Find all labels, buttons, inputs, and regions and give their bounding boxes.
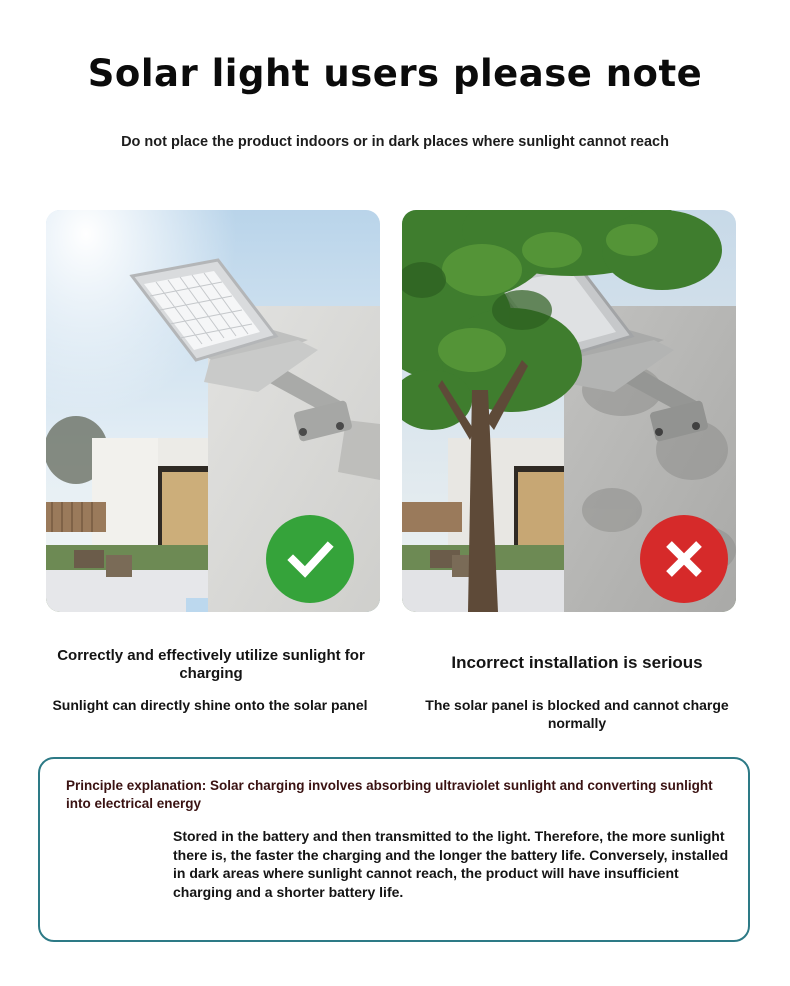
principle-lead-text: Principle explanation: Solar charging involves absorbing ultraviolet sunlight and converting sunlight into electrical energy <box>66 778 713 811</box>
principle-body-text: Stored in the battery and then transmitted to the light. Therefore, the more sunlight there is, the faster the charging and the longer the battery life. Conversely, installed in dark areas where sunlight cannot reach, the product will have insufficient charging and a shorter battery life. <box>173 828 729 900</box>
checkmark-icon <box>284 533 336 585</box>
incorrect-badge <box>640 515 728 603</box>
page-subtitle: Do not place the product indoors or in dark places where sunlight cannot reach <box>121 134 669 150</box>
page-title: Solar light users please note <box>87 52 703 95</box>
incorrect-installation-photo <box>402 210 736 612</box>
incorrect-caption-title: Incorrect installation is serious <box>451 653 703 672</box>
cross-icon <box>659 534 709 584</box>
correct-installation-photo <box>46 210 380 612</box>
incorrect-caption-text: The solar panel is blocked and cannot charge normally <box>425 697 729 731</box>
principle-explanation-box <box>38 757 750 942</box>
correct-caption-title: Correctly and effectively utilize sunlight for charging <box>57 647 365 682</box>
correct-caption-text: Sunlight can directly shine onto the solar panel <box>52 697 368 713</box>
correct-badge <box>266 515 354 603</box>
